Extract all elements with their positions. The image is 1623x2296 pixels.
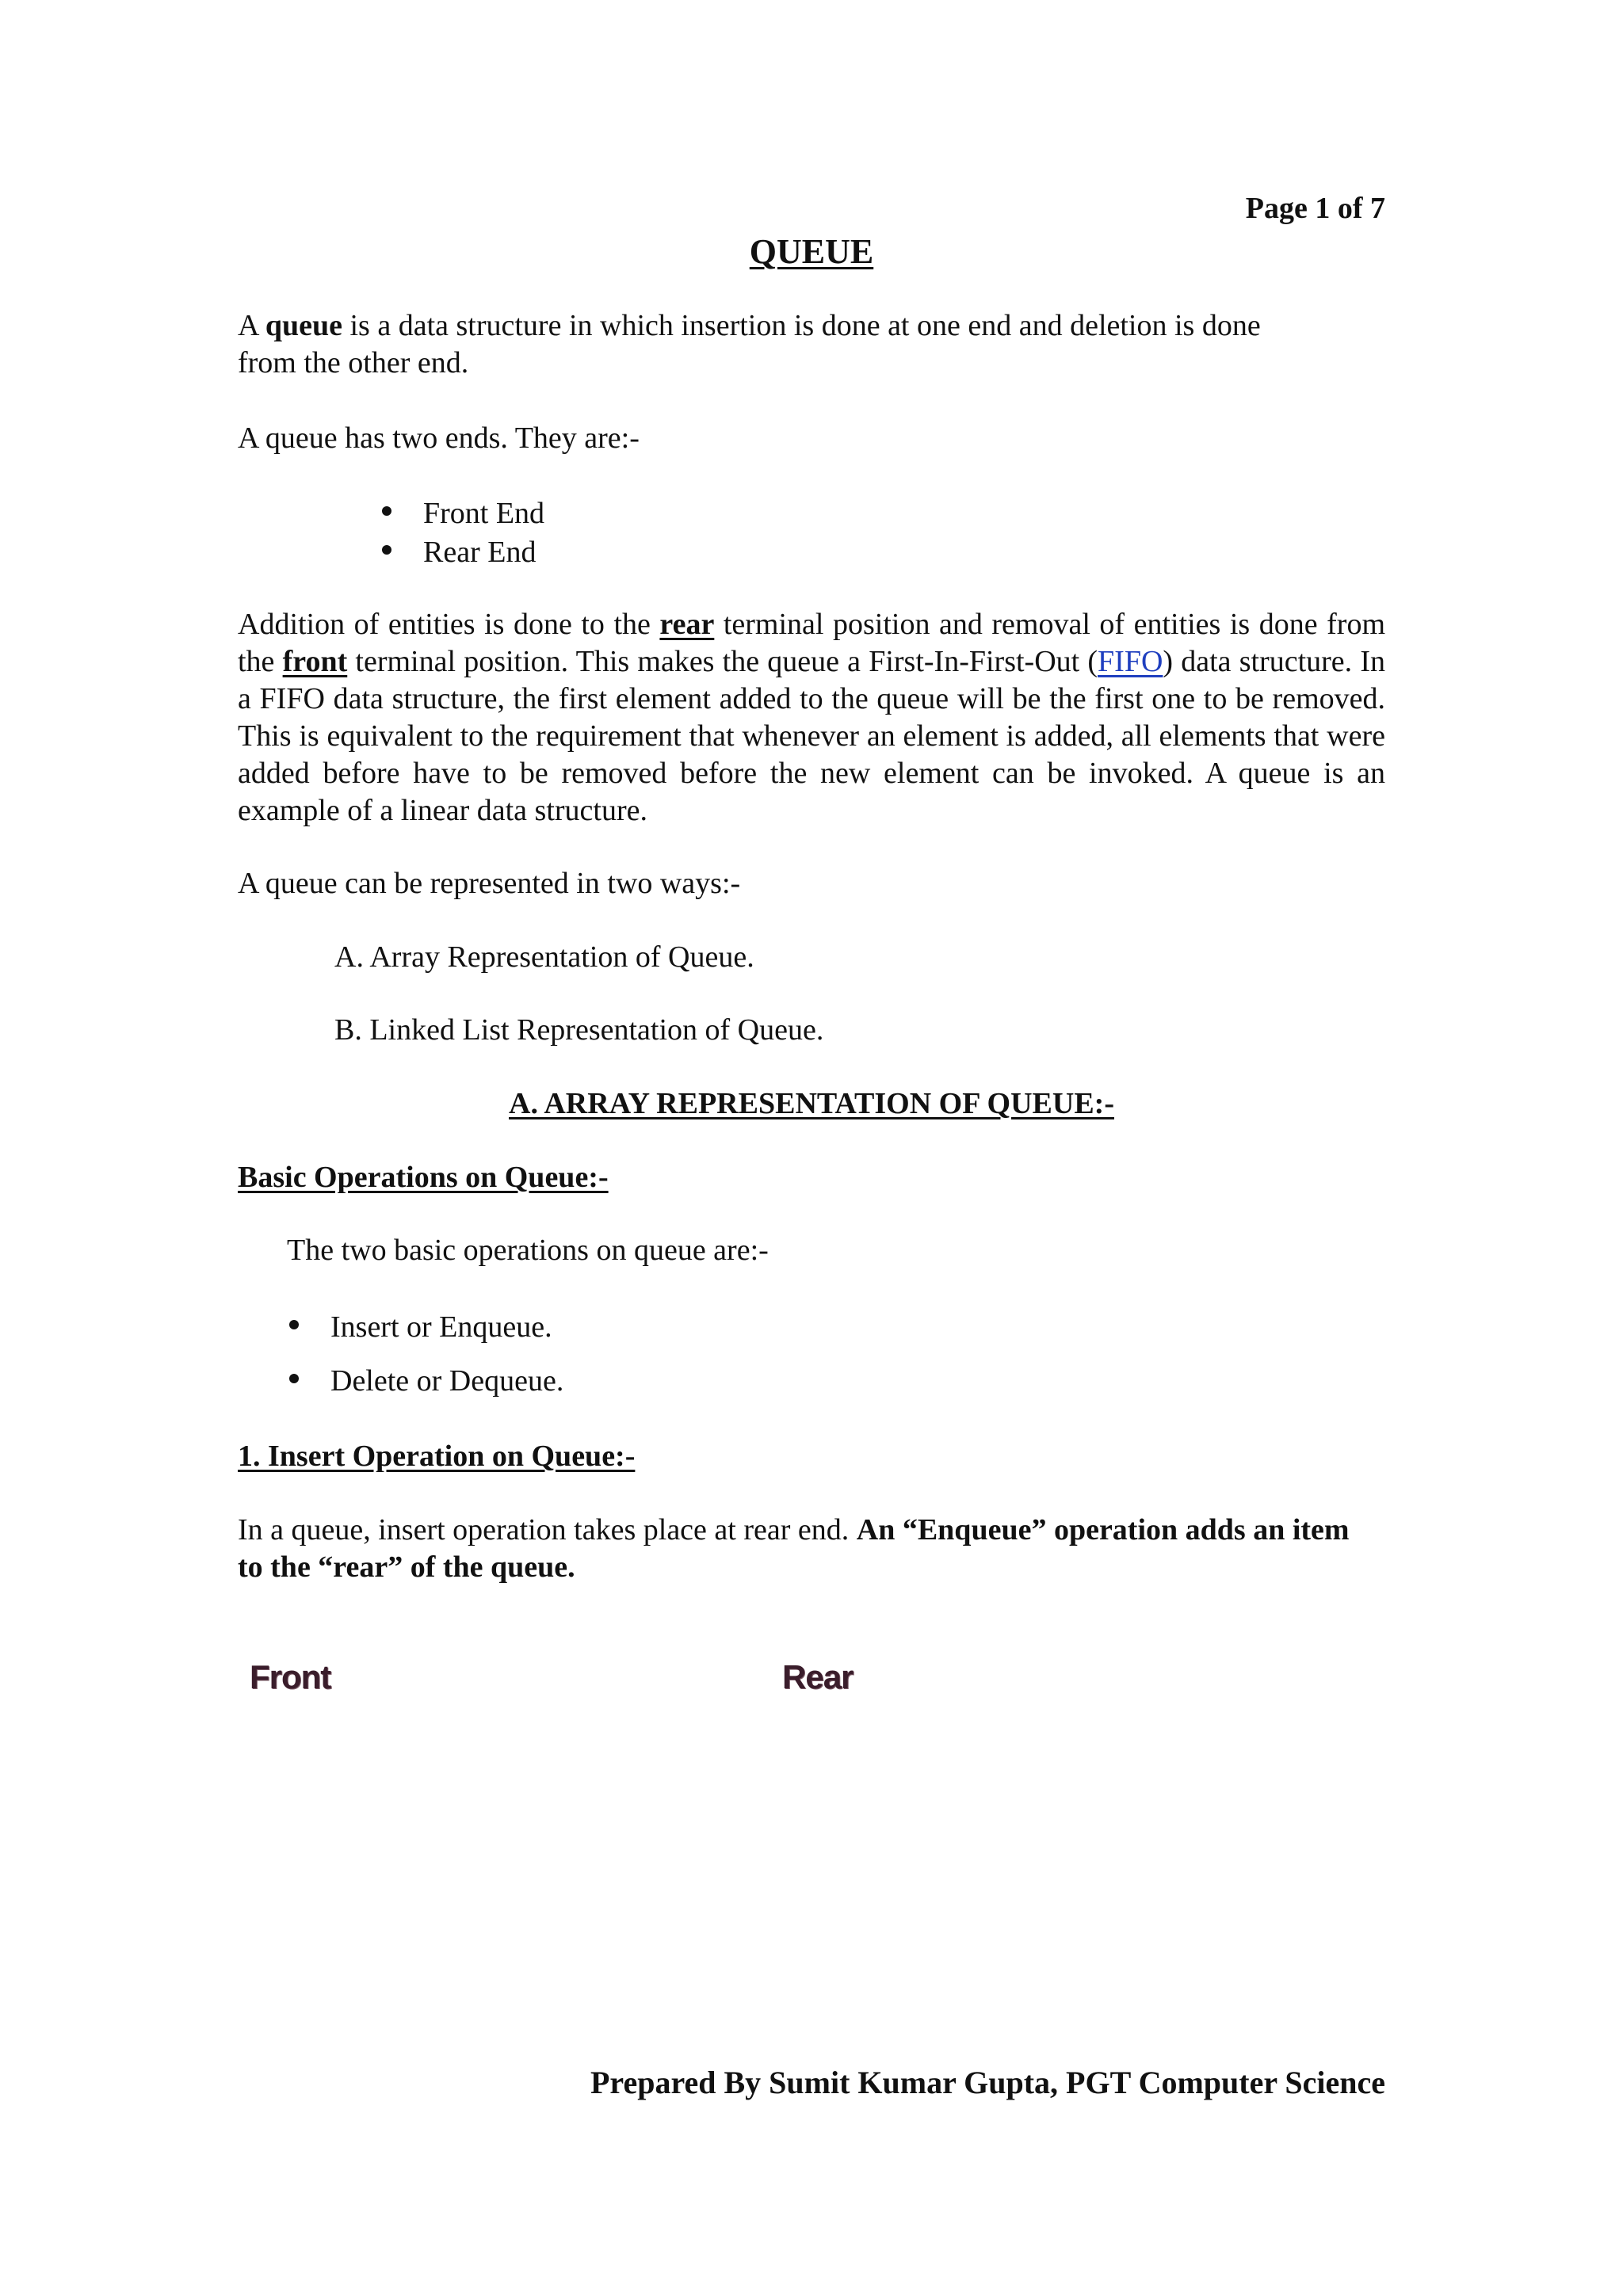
bullet-icon: [382, 506, 391, 516]
list-item-label: Rear End: [423, 536, 537, 569]
list-item-label: Insert or Enqueue.: [330, 1310, 552, 1344]
bullet-icon: [382, 545, 391, 555]
list-item: [382, 495, 544, 532]
representation-array: A. Array Representation of Queue.: [334, 940, 754, 974]
diagram-rear-label: Rear: [782, 1658, 854, 1695]
bullet-icon: [289, 1374, 299, 1383]
insert-operation-heading: 1. Insert Operation on Queue:-: [238, 1440, 636, 1473]
insert-plain-text: In a queue, insert operation takes place at rear end.: [238, 1513, 857, 1547]
page-number: Page 1 of 7: [1245, 192, 1385, 225]
intro-post: is a data structure in which insertion is done at one end and deletion is done from the other end.: [238, 309, 1261, 379]
intro-pre: A: [238, 309, 265, 342]
fifo-text-2: terminal position and removal of entities is done from the: [238, 608, 1385, 678]
fifo-text-4: ) data structure. In a FIFO data structure, the first element added to the queue will be the first one to be removed. This is equivalent to the requirement that whenever an element is added, all elements that were added before have to be removed before the new element can be invoked. A queue is an example of a linear data structure.: [238, 645, 1385, 827]
front-term: front: [282, 645, 348, 678]
footer-credit: Prepared By Sumit Kumar Gupta, PGT Computer Science: [590, 2065, 1385, 2100]
diagram-front-label: Front: [250, 1658, 331, 1695]
insert-bold-text: An “Enqueue” operation adds an item to the “rear” of the queue.: [238, 1513, 1350, 1584]
representation-linked-list: B. Linked List Representation of Queue.: [334, 1013, 824, 1047]
list-item: [382, 534, 536, 571]
fifo-link[interactable]: FIFO: [1098, 645, 1163, 678]
list-item: [289, 1309, 552, 1346]
fifo-paragraph: [238, 606, 1385, 830]
bullet-icon: [289, 1320, 299, 1329]
list-item-label: Delete or Dequeue.: [330, 1364, 564, 1398]
basic-operations-intro: The two basic operations on queue are:-: [287, 1234, 769, 1267]
intro-term: queue: [265, 309, 342, 342]
intro-paragraph: [238, 307, 1323, 382]
rear-term: rear: [659, 608, 715, 641]
list-item: [289, 1363, 563, 1400]
section-heading-array: A. ARRAY REPRESENTATION OF QUEUE:-: [509, 1087, 1114, 1120]
insert-operation-paragraph: [238, 1512, 1363, 1586]
list-item-label: Front End: [423, 497, 545, 530]
ends-intro: A queue has two ends. They are:-: [238, 421, 640, 455]
representations-intro: A queue can be represented in two ways:-: [238, 867, 741, 900]
fifo-text-1: Addition of entities is done to the: [238, 608, 660, 641]
fifo-text-3: terminal position. This makes the queue a First-In-First-Out (: [347, 645, 1098, 678]
basic-operations-heading: Basic Operations on Queue:-: [238, 1161, 609, 1194]
page-title: QUEUE: [749, 232, 874, 271]
